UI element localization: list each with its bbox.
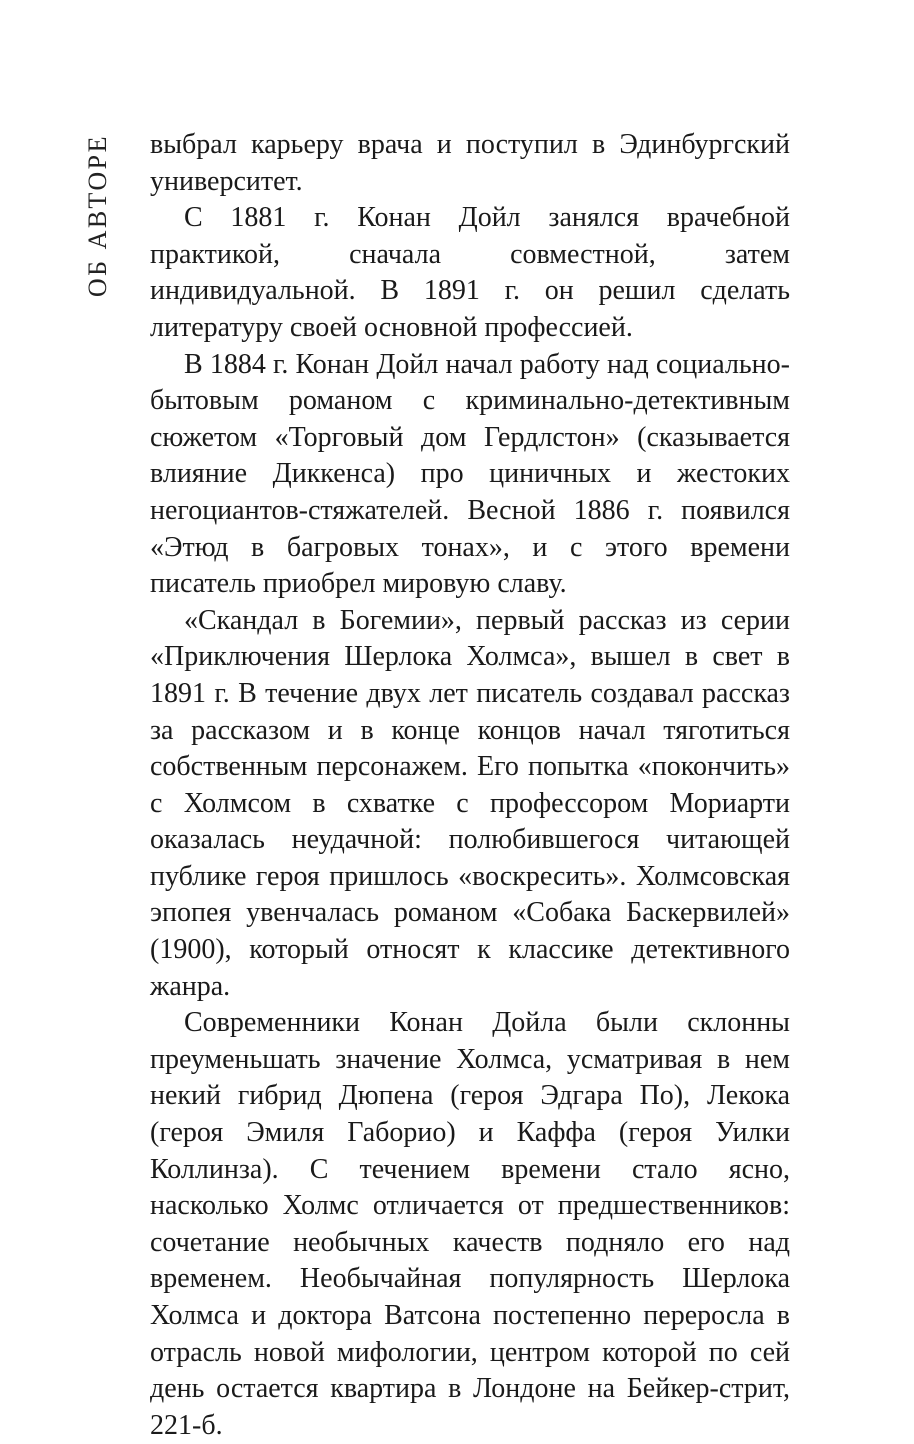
paragraph: В 1884 г. Конан Дойл начал работу над социально-бытовым романом с криминально-детективным сюжетом «Торговый дом Гердлстон» (сказывается влияние Диккенса) про циничных и жестоких негоциантов-стяжателей. Весной 1886 г. появился «Этюд в багровых тонах», и с этого времени писатель приобрел мировую славу. [150,348,790,600]
paragraph: С 1881 г. Конан Дойл занялся врачебной практикой, сначала совместной, затем индивидуальной. В 1891 г. он решил сделать литературу своей основной профессией. [150,202,790,343]
running-head [68,134,128,310]
running-head-text: ОБ АВТОРЕ [83,134,112,298]
paragraph: Современники Конан Дойла были склонны преуменьшать значение Холмса, усматривая в нем некий гибрид Дюпена (героя Эдгара По), Лекока (героя Эмиля Габорио) и Каффа (героя Уилки Коллинза). С течением времени стало ясно, насколько Холмс отличается от предшественников: сочетание необычных качеств подняло его над временем. Необычайная популярность Шерлока Холмса и доктора Ватсона постепенно переросла в отрасль новой мифологии, центром которой по сей день остается квартира в Лондоне на Бейкер-стрит, 221-б. [150,1007,790,1441]
body-text [150,127,790,1444]
paragraph: выбрал карьеру врача и поступил в Эдинбургский университет. [150,129,790,197]
paragraph: «Скандал в Богемии», первый рассказ из серии «Приключения Шерлока Холмса», вышел в свет в 1891 г. В течение двух лет писатель создавал рассказ за рассказом и в конце концов начал тяготиться собственным персонажем. Его попытка «покончить» с Холмсом в схватке с профессором Мориарти оказалась неудачной: полюбившегося читающей публике героя пришлось «воскресить». Холмсовская эпопея увенчалась романом «Собака Баскервилей» (1900), который относят к классике детективного жанра. [150,604,790,1002]
